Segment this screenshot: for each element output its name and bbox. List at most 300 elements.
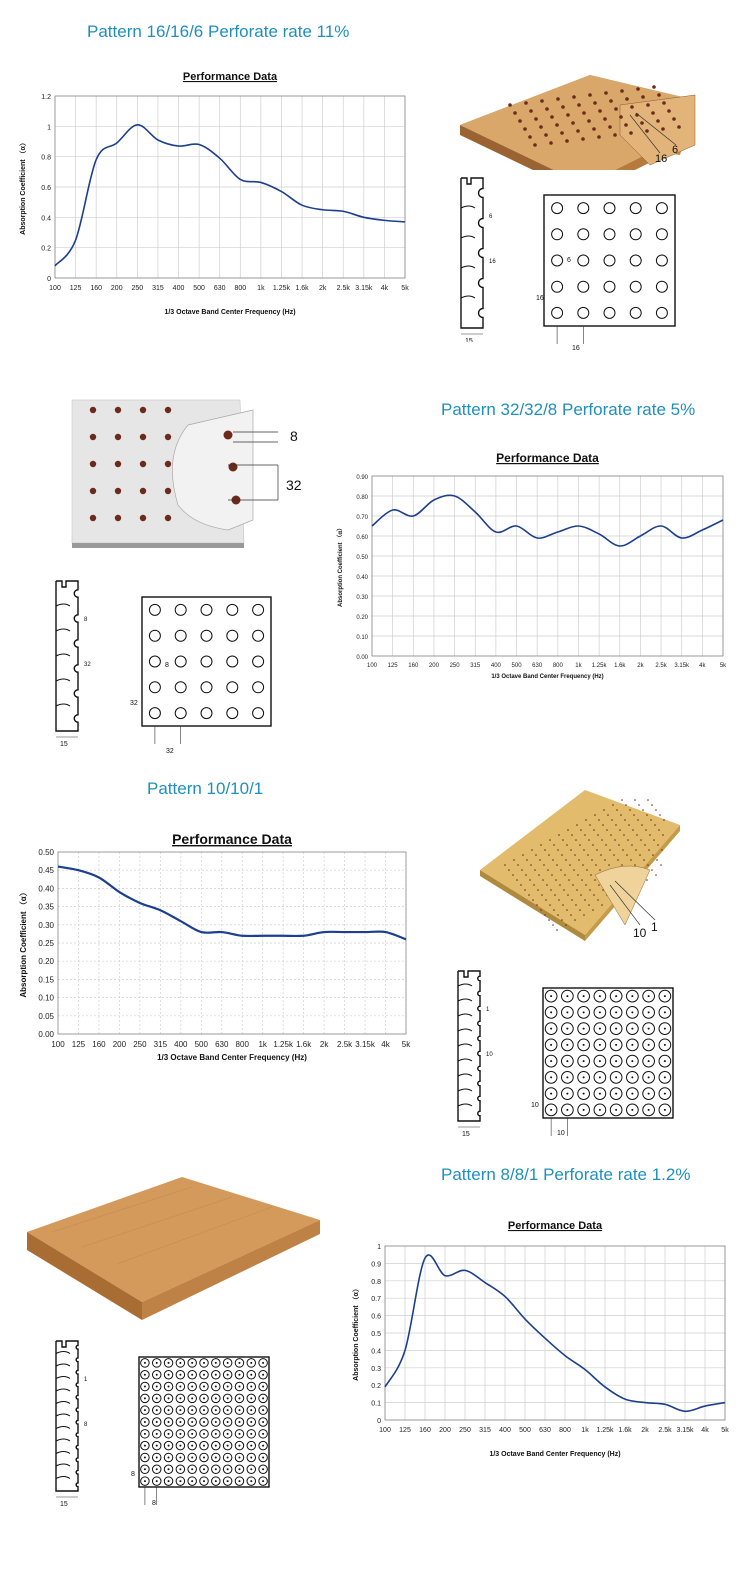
panel-hole: [165, 434, 171, 440]
y-tick-label: 0.5: [371, 1331, 381, 1338]
panel-hole: [651, 111, 655, 115]
panel-hole: [651, 804, 653, 806]
hole-center: [648, 995, 650, 997]
x-tick-label: 800: [235, 1040, 249, 1049]
x-tick-label: 630: [215, 1040, 229, 1049]
panel-hole: [566, 909, 568, 911]
hole-center: [631, 1109, 633, 1111]
hole-center: [250, 1386, 252, 1388]
panel-hole: [90, 434, 96, 440]
panel-hole: [598, 819, 600, 821]
panel-hole: [581, 879, 583, 881]
hole-center: [238, 1468, 240, 1470]
profile-width-label: 15: [60, 1501, 68, 1508]
panel-hole: [538, 874, 540, 876]
panel-hole: [638, 804, 640, 806]
panel-hole: [548, 919, 550, 921]
x-tick-label: 1.6k: [296, 1040, 312, 1049]
hole-center: [583, 1093, 585, 1095]
y-tick-label: 0.40: [38, 884, 54, 894]
panel-hole: [513, 859, 515, 861]
panel-hole: [576, 129, 580, 133]
y-tick-label: 0.4: [41, 215, 51, 223]
y-tick-label: 0.10: [356, 635, 368, 641]
y-tick-label: 0.6: [41, 185, 51, 192]
panel-hole: [579, 909, 581, 911]
panel-hole: [540, 99, 544, 103]
panel-hole: [629, 809, 631, 811]
panel-hole: [579, 844, 581, 846]
y-tick-label: 0.15: [38, 975, 54, 985]
panel-hole: [555, 123, 559, 127]
x-tick-label: 200: [110, 285, 123, 292]
hole-center: [615, 1060, 617, 1062]
panel-hole: [607, 814, 609, 816]
y-tick-label: 0.3: [371, 1365, 381, 1373]
panel-hole: [604, 859, 606, 861]
hole-center: [156, 1445, 158, 1447]
grid-frame: [142, 597, 271, 726]
panel-hole: [583, 914, 585, 916]
hole-center: [191, 1421, 193, 1423]
x-tick-label: 630: [213, 285, 226, 292]
panel-hole: [560, 869, 562, 871]
hole-center: [631, 995, 633, 997]
hole-center: [664, 1093, 666, 1095]
x-tick-label: 3.15k: [355, 285, 373, 292]
hole-center: [262, 1374, 264, 1376]
panel-hole: [576, 889, 578, 891]
panel-hole: [544, 914, 546, 916]
panel-hole: [619, 115, 623, 119]
panel-hole: [513, 111, 517, 115]
panel-hole: [504, 864, 506, 866]
hole-center: [664, 1044, 666, 1046]
panel-hole: [539, 125, 543, 129]
hole-center: [250, 1409, 252, 1411]
panel-hole: [549, 839, 551, 841]
hole-center: [215, 1421, 217, 1423]
hole-center: [583, 1076, 585, 1078]
x-tick-label: 1k: [258, 1040, 267, 1049]
hole-center: [550, 1011, 552, 1013]
hole-center: [203, 1397, 205, 1399]
y-tick-label: 1: [47, 124, 51, 132]
panel-hole: [529, 879, 531, 881]
panel-hole: [534, 117, 538, 121]
panel-hole: [650, 819, 652, 821]
y-axis-label: Absorption Coefficient （α）: [19, 888, 28, 998]
panel-hole: [623, 834, 625, 836]
hole-center: [238, 1362, 240, 1364]
panel-hole: [548, 854, 550, 856]
panel-hole: [608, 864, 610, 866]
panel-label-a: 16: [655, 153, 668, 165]
panel-hole: [553, 909, 555, 911]
pattern-title-2: Pattern 32/32/8 Perforate rate 5%: [441, 400, 696, 419]
panel-hole: [571, 121, 575, 125]
series-line: [372, 495, 723, 546]
y-tick-label: 0.20: [356, 615, 368, 621]
panel-hole: [598, 109, 602, 113]
panel-hole: [543, 864, 545, 866]
hole-center: [144, 1433, 146, 1435]
panel-hole: [531, 849, 533, 851]
hole-center: [179, 1468, 181, 1470]
x-tick-label: 100: [379, 1427, 391, 1434]
panel-hole: [549, 904, 551, 906]
hole-center: [648, 1028, 650, 1030]
grid-dimension-label: 6: [567, 257, 571, 264]
x-tick-label: 500: [193, 285, 205, 292]
chart-3: [10, 826, 420, 1072]
y-tick-label: 0.20: [38, 957, 54, 967]
profile-outline: [56, 1341, 78, 1491]
panel-hole: [606, 829, 608, 831]
grid-dimension-label: 16: [572, 345, 580, 352]
panel-hole: [571, 899, 573, 901]
hole-center: [179, 1397, 181, 1399]
hole-center: [156, 1362, 158, 1364]
profile-section-2: [50, 575, 110, 747]
panel-hole: [540, 844, 542, 846]
panel-hole: [589, 824, 591, 826]
panel-hole: [582, 111, 586, 115]
y-tick-label: 0.8: [41, 154, 51, 162]
hole-center: [664, 1028, 666, 1030]
x-tick-label: 160: [90, 285, 103, 292]
hole-center: [238, 1397, 240, 1399]
hole-center: [550, 1028, 552, 1030]
panel-hole: [621, 864, 623, 866]
hole-center: [631, 1028, 633, 1030]
hole-center: [566, 1028, 568, 1030]
hole-center: [262, 1433, 264, 1435]
panel-hole: [566, 844, 568, 846]
hole-center: [203, 1433, 205, 1435]
x-tick-label: 125: [71, 1040, 86, 1049]
panel-hole: [541, 894, 543, 896]
panel-hole: [659, 814, 661, 816]
panel-hole: [559, 884, 561, 886]
x-tick-label: 315: [153, 1040, 168, 1049]
panel-hole: [587, 119, 591, 123]
panel-hole: [640, 839, 642, 841]
panel-hole: [618, 844, 620, 846]
hole-center: [156, 1456, 158, 1458]
panel-hole: [165, 488, 171, 494]
x-tick-label: 100: [51, 1040, 65, 1049]
panel-hole: [609, 99, 613, 103]
hole-center: [631, 1044, 633, 1046]
panel-hole: [534, 869, 536, 871]
x-tick-label: 3.15k: [676, 1427, 694, 1434]
panel-hole: [635, 849, 637, 851]
panel-hole: [547, 869, 549, 871]
y-tick-label: 0.00: [38, 1030, 54, 1039]
y-tick-label: 1.2: [41, 94, 51, 101]
panel-hole: [595, 864, 597, 866]
hole-center: [227, 1409, 229, 1411]
panel-hole: [629, 131, 633, 135]
y-tick-label: 0.45: [38, 866, 54, 876]
panel-hole: [544, 133, 548, 137]
hole-center: [631, 1093, 633, 1095]
panel-hole: [657, 844, 659, 846]
panel-hole: [583, 849, 585, 851]
panel-hole: [553, 844, 555, 846]
x-tick-label: 800: [559, 1427, 571, 1434]
panel-hole: [652, 85, 656, 89]
panel-image-3: [475, 785, 685, 945]
hole-center: [262, 1445, 264, 1447]
hole-center: [250, 1433, 252, 1435]
panel-hole: [508, 869, 510, 871]
panel-hole: [594, 814, 596, 816]
panel-hole: [663, 819, 665, 821]
y-tick-label: 0.90: [356, 475, 368, 481]
panel-hole: [608, 125, 612, 129]
panel-hole: [568, 879, 570, 881]
panel-hole: [617, 859, 619, 861]
hole-center: [250, 1397, 252, 1399]
panel-hole: [518, 119, 522, 123]
hole-center: [550, 1060, 552, 1062]
x-axis-label: 1/3 Octave Band Center Frequency (Hz): [157, 1053, 307, 1062]
hole-center: [191, 1445, 193, 1447]
hole-center: [250, 1468, 252, 1470]
panel-hole: [561, 105, 565, 109]
panel-hole: [574, 854, 576, 856]
grid-dimension-label: 32: [166, 748, 174, 755]
x-tick-label: 315: [479, 1427, 491, 1434]
x-tick-label: 2.5k: [336, 285, 350, 292]
hole-center: [599, 1093, 601, 1095]
hole-center: [599, 1044, 601, 1046]
panel-hole: [584, 899, 586, 901]
hole-center: [238, 1374, 240, 1376]
panel-hole: [641, 824, 643, 826]
panel-hole: [592, 127, 596, 131]
hole-center: [179, 1409, 181, 1411]
panel-hole: [667, 109, 671, 113]
hole-center: [144, 1362, 146, 1364]
hole-center: [631, 1060, 633, 1062]
hole-center: [615, 995, 617, 997]
hole-center: [144, 1445, 146, 1447]
x-tick-label: 3.15k: [355, 1040, 375, 1049]
panel-hole: [165, 461, 171, 467]
panel-hole: [520, 884, 522, 886]
panel-hole: [661, 127, 665, 131]
x-tick-label: 1k: [257, 285, 265, 292]
hole-center: [615, 1109, 617, 1111]
panel-hole: [603, 809, 605, 811]
hole-center: [250, 1362, 252, 1364]
y-tick-label: 0.35: [38, 902, 54, 912]
profile-width-label: 15: [60, 741, 68, 747]
hole-center: [215, 1409, 217, 1411]
x-tick-label: 500: [519, 1427, 531, 1434]
profile-width-label: 15: [462, 1131, 470, 1138]
hole-center: [583, 1109, 585, 1111]
panel-hole: [580, 894, 582, 896]
panel-hole: [598, 884, 600, 886]
hole-center: [615, 1044, 617, 1046]
panel-hole: [115, 461, 121, 467]
x-tick-label: 2k: [319, 1040, 329, 1049]
panel-hole: [661, 849, 663, 851]
grid-dimension-label: 8: [152, 1500, 156, 1507]
chart-1: [10, 62, 420, 330]
panel-hole: [624, 123, 628, 127]
hole-center: [179, 1386, 181, 1388]
panel-hole: [575, 839, 577, 841]
y-tick-label: 0.25: [38, 939, 54, 948]
panel-hole: [115, 488, 121, 494]
panel-hole: [633, 814, 635, 816]
panel-hole: [558, 899, 560, 901]
x-tick-label: 1.25k: [596, 1427, 614, 1434]
chart-title: Performance Data: [172, 831, 292, 847]
hole-center: [599, 995, 601, 997]
panel-hole: [140, 488, 146, 494]
y-tick-label: 0.2: [371, 1383, 381, 1391]
x-tick-label: 4k: [699, 663, 706, 669]
hole-center: [191, 1362, 193, 1364]
grid-dimension-label: 10: [531, 1102, 539, 1109]
y-tick-label: 0.1: [371, 1400, 381, 1408]
x-tick-label: 2.5k: [655, 663, 667, 669]
hole-center: [648, 1076, 650, 1078]
panel-hole: [643, 859, 645, 861]
y-tick-label: 0.50: [356, 555, 368, 561]
x-tick-label: 4k: [381, 1040, 390, 1049]
hole-center: [599, 1109, 601, 1111]
y-tick-label: 0.4: [371, 1348, 381, 1356]
panel-hole: [594, 879, 596, 881]
hole-center: [179, 1362, 181, 1364]
panel-hole: [658, 829, 660, 831]
y-tick-label: 0.30: [356, 595, 368, 601]
hole-center: [227, 1480, 229, 1482]
hole-center: [179, 1480, 181, 1482]
hole-center: [238, 1480, 240, 1482]
panel-hole: [646, 103, 650, 107]
y-tick-label: 0: [377, 1418, 381, 1425]
hole-center: [144, 1409, 146, 1411]
hole-center: [203, 1386, 205, 1388]
x-tick-label: 1.6k: [614, 663, 626, 669]
grid-frame: [544, 195, 675, 326]
hole-center: [238, 1445, 240, 1447]
panel-hole: [628, 824, 630, 826]
hole-center: [168, 1433, 170, 1435]
hole-center: [615, 1028, 617, 1030]
hole-center: [262, 1409, 264, 1411]
panel-hole: [551, 874, 553, 876]
panel-hole: [590, 874, 592, 876]
panel-hole: [582, 864, 584, 866]
hole-center: [262, 1397, 264, 1399]
grid-dimension-label: 16: [536, 295, 544, 302]
profile-outline: [458, 971, 480, 1121]
panel-hole: [564, 874, 566, 876]
hole-center: [227, 1362, 229, 1364]
hole-center: [238, 1386, 240, 1388]
panel-hole: [578, 859, 580, 861]
x-tick-label: 2k: [318, 285, 327, 292]
hole-center: [168, 1445, 170, 1447]
panel-label-a: 10: [633, 926, 647, 940]
hole-center: [191, 1468, 193, 1470]
x-tick-label: 5k: [401, 1040, 411, 1049]
panel-hole: [557, 849, 559, 851]
y-tick-label: 0.00: [356, 655, 368, 661]
hole-center: [550, 1109, 552, 1111]
panel-hole: [517, 864, 519, 866]
hole-grid-2: [120, 592, 280, 757]
panel-hole: [140, 407, 146, 413]
panel-hole: [516, 879, 518, 881]
panel-hole: [609, 849, 611, 851]
hole-center: [215, 1456, 217, 1458]
x-tick-label: 1.25k: [273, 1040, 293, 1049]
x-axis-label: 1/3 Octave Band Center Frequency (Hz): [164, 309, 296, 316]
panel-hole: [613, 133, 617, 137]
hole-center: [203, 1409, 205, 1411]
panel-hole: [90, 515, 96, 521]
panel-hole: [657, 93, 661, 97]
x-tick-label: 3.15k: [674, 663, 690, 669]
panel-hole: [634, 799, 636, 801]
panel-hole: [624, 819, 626, 821]
hole-center: [191, 1386, 193, 1388]
panel-hole: [530, 864, 532, 866]
hole-center: [227, 1421, 229, 1423]
panel-hole: [642, 809, 644, 811]
panel-hole: [557, 914, 559, 916]
panel-hole: [528, 135, 532, 139]
hole-center: [238, 1409, 240, 1411]
hole-center: [227, 1386, 229, 1388]
hole-center: [227, 1456, 229, 1458]
panel-hole: [576, 824, 578, 826]
y-tick-label: 0.70: [356, 515, 368, 521]
hole-center: [168, 1421, 170, 1423]
panel-hole: [554, 894, 556, 896]
hole-center: [191, 1374, 193, 1376]
hole-center: [238, 1456, 240, 1458]
x-tick-label: 2.5k: [658, 1427, 672, 1434]
panel-hole: [565, 139, 569, 143]
x-tick-label: 400: [172, 285, 185, 292]
panel-hole: [532, 899, 534, 901]
hole-center: [156, 1397, 158, 1399]
hole-center: [227, 1374, 229, 1376]
hole-center: [664, 1011, 666, 1013]
y-axis-label: Absorption Coefficient （α）: [353, 1285, 360, 1381]
hole-center: [215, 1362, 217, 1364]
panel-hole: [613, 854, 615, 856]
panel-hole: [631, 844, 633, 846]
panel-hole: [552, 924, 554, 926]
panel-hole: [655, 809, 657, 811]
panel-hole: [115, 434, 121, 440]
panel-hole: [524, 889, 526, 891]
panel-hole: [596, 849, 598, 851]
profile-hole-label: 1: [486, 1007, 490, 1013]
